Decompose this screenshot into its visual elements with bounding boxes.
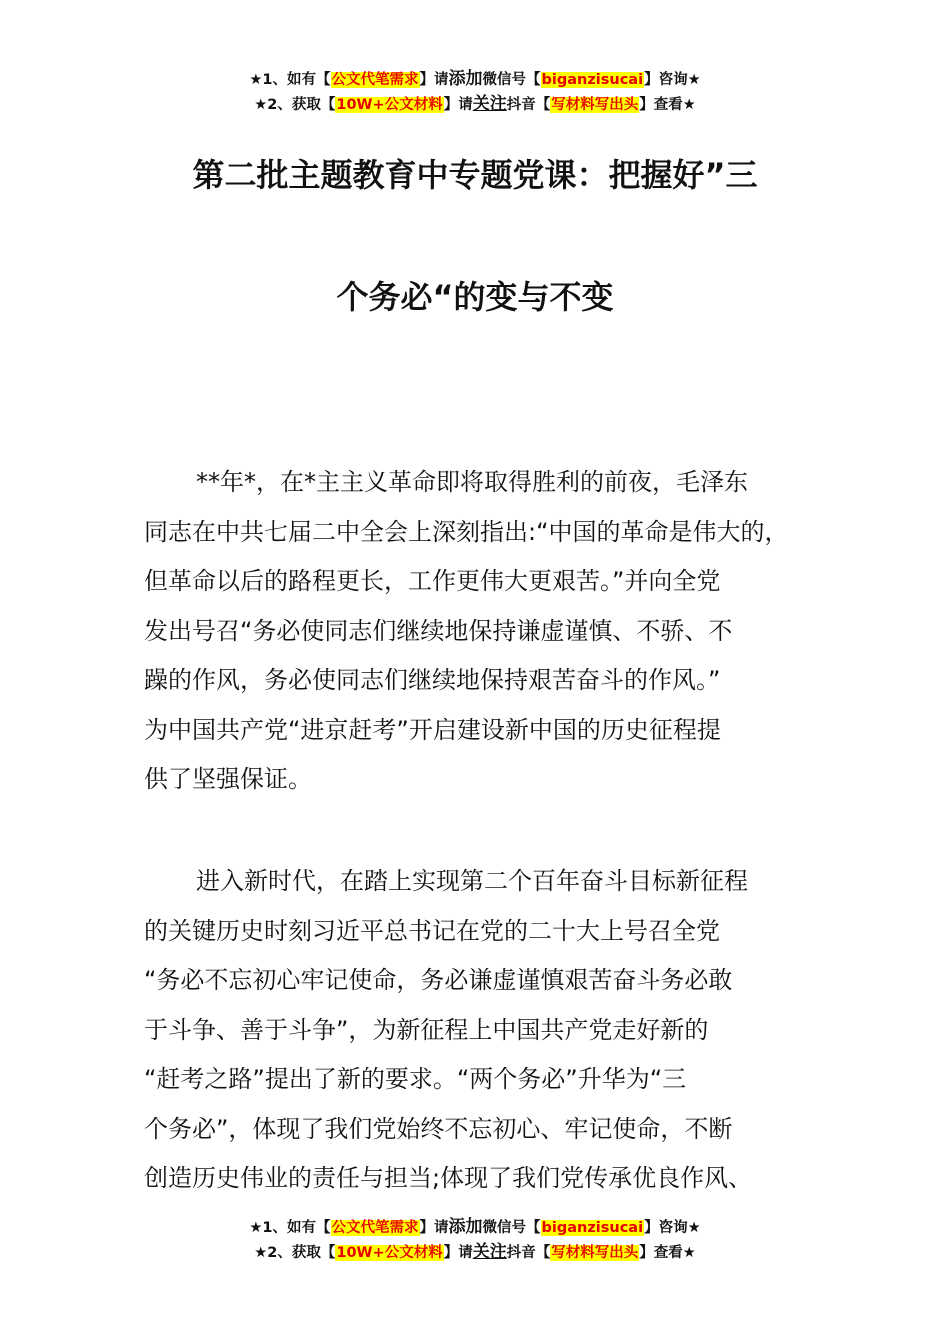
banner-line-2 [0,92,950,117]
banner-highlight: 10W+公文材料 [336,97,443,113]
document-title-line-2: 个务必“的变与不变 [336,278,614,316]
banner-text: 】咨询★ [644,72,701,88]
banner-highlight: 10W+公文材料 [336,1245,443,1261]
banner-line-1 [0,1215,950,1240]
paragraph-line: “赶考之路”提出了新的要求。“两个务必”升华为“三 [144,1065,687,1093]
banner-text: 】查看★ [639,97,696,113]
banner-emphasis: 关注 [472,94,507,114]
header-banner [0,67,950,117]
paragraph-line: 进入新时代，在踏上实现第二个百年奋斗目标新征程 [196,867,748,895]
paragraph-line: 发出号召“务必使同志们继续地保持谦虚谨慎、不骄、不 [144,616,733,645]
banner-text: 微信号【 [482,72,541,88]
banner-highlight: 写材料写出头 [551,1245,639,1261]
paragraph-1 [144,458,834,805]
banner-text: ★1、如有【 [249,72,331,88]
banner-highlight: biganzisucai [541,72,644,88]
paragraph-line: 但革命以后的路程更长，工作更伟大更艰苦。”并向全党 [144,567,721,595]
banner-highlight: biganzisucai [541,1220,644,1236]
banner-text: ★2、获取【 [254,1245,336,1261]
paragraph-line: **年*，在*主主义革命即将取得胜利的前夜，毛泽东 [196,468,748,496]
banner-text: 微信号【 [482,1220,541,1236]
banner-text: 】查看★ [639,1245,696,1261]
paragraph-line: 个务必”，体现了我们党始终不忘初心、牢记使命，不断 [144,1114,733,1143]
banner-text: 抖音【 [506,1245,551,1261]
paragraph-line: “务必不忘初心牢记使命，务必谦虚谨慎艰苦奋斗务必敢 [144,966,733,994]
footer-banner [0,1215,950,1265]
paragraph-line: 创造历史伟业的责任与担当;体现了我们党传承优良作风、 [144,1164,753,1192]
banner-text: ★1、如有【 [249,1220,331,1236]
paragraph-2 [144,857,834,1204]
banner-highlight: 公文代笔需求 [331,72,419,88]
banner-emphasis: 关注 [472,1242,507,1262]
banner-line-2 [0,1240,950,1265]
paragraph-line: 的关键历史时刻习近平总书记在党的二十大上号召全党 [144,916,720,945]
paragraph-line: 供了坚强保证。 [144,765,312,793]
banner-highlight: 写材料写出头 [551,97,639,113]
banner-emphasis: 添加 [448,1217,483,1237]
banner-text: 】咨询★ [644,1220,701,1236]
paragraph-line: 为中国共产党“进京赶考”开启建设新中国的历史征程提 [144,715,721,744]
paragraph-line: 同志在中共七届二中全会上深刻指出:“中国的革命是伟大的， [144,517,789,546]
document-title-line-1: 第二批主题教育中专题党课：把握好”三 [192,156,758,194]
banner-text: 】请 [419,1220,449,1236]
paragraph-line: 于斗争、善于斗争”，为新征程上中国共产党走好新的 [144,1015,709,1044]
banner-text: 抖音【 [506,97,551,113]
banner-text: 】请 [443,97,473,113]
banner-line-1 [0,67,950,92]
banner-text: 】请 [443,1245,473,1261]
paragraph-line: 躁的作风，务必使同志们继续地保持艰苦奋斗的作风。” [144,666,721,694]
banner-highlight: 公文代笔需求 [331,1220,419,1236]
banner-text: ★2、获取【 [254,97,336,113]
banner-text: 】请 [419,72,449,88]
banner-emphasis: 添加 [448,69,483,89]
